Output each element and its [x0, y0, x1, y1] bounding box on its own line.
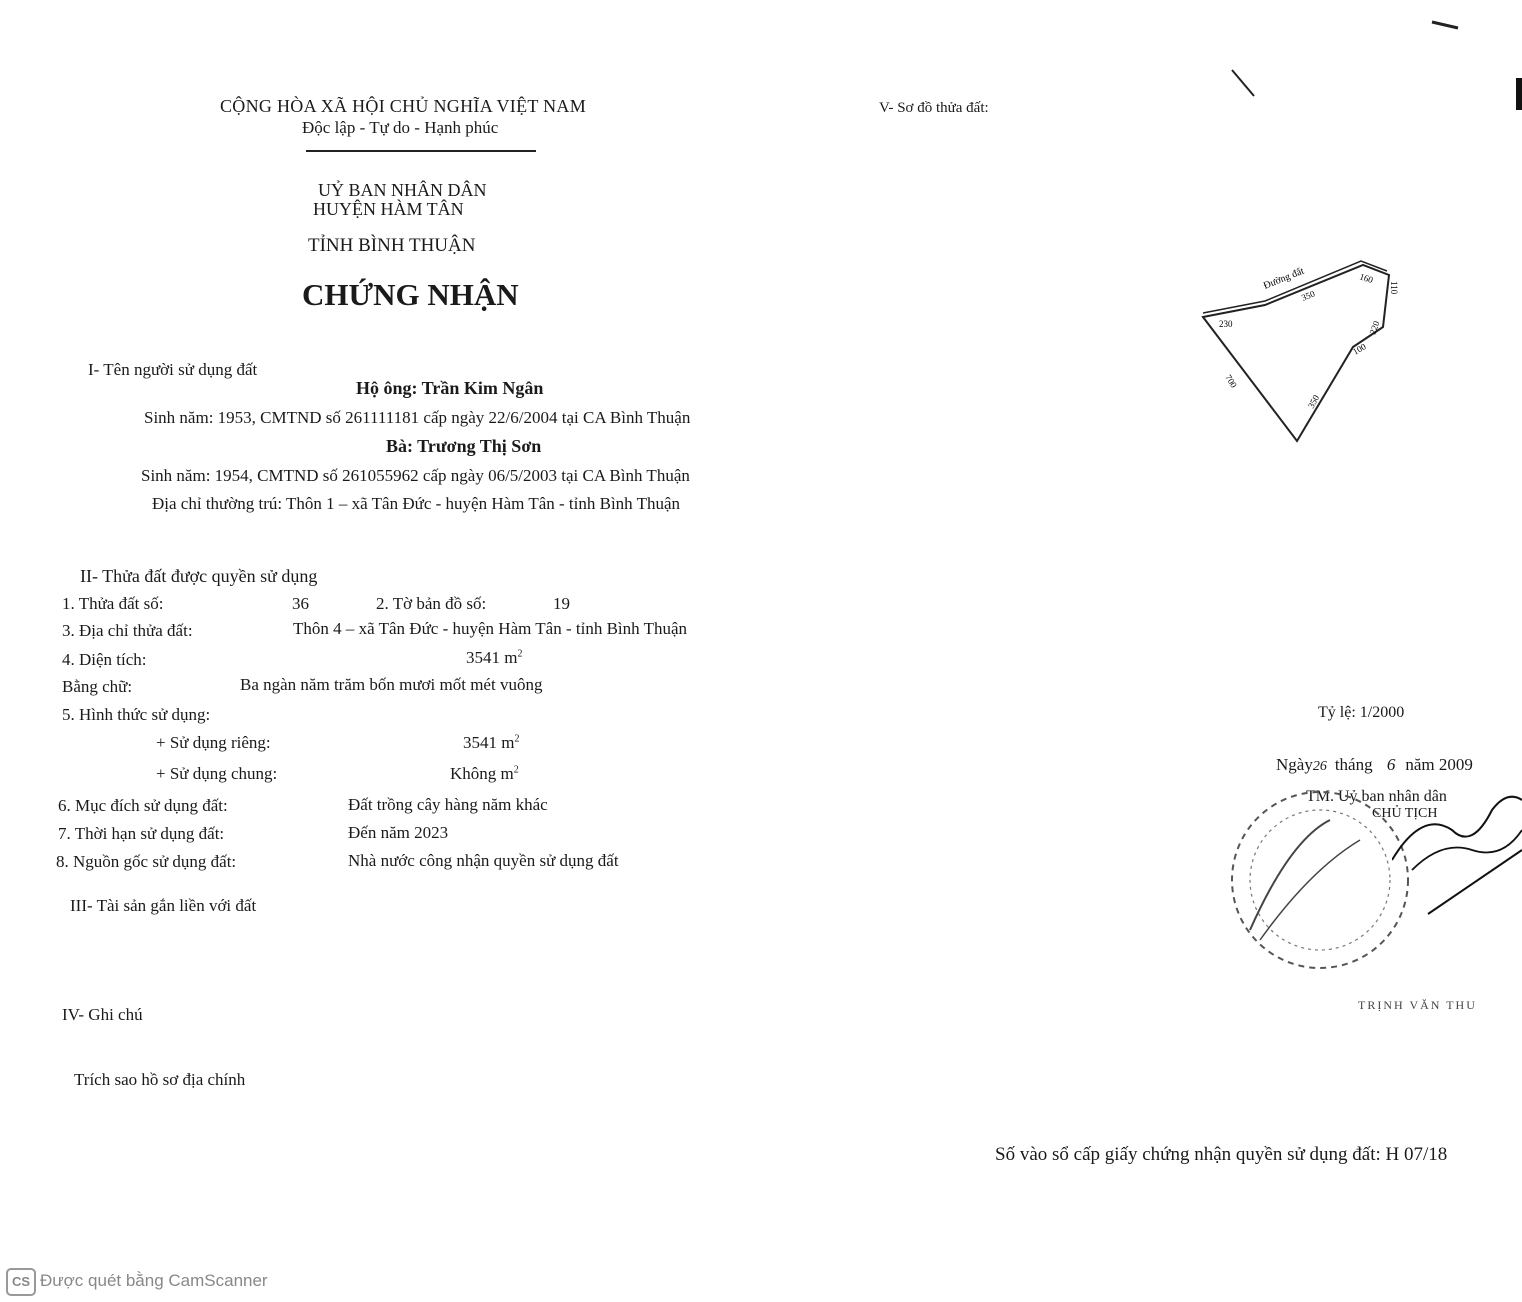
origin-value: Nhà nước công nhận quyền sử dụng đất — [348, 851, 619, 870]
motto-underline — [306, 150, 536, 152]
date-day: 26 — [1312, 759, 1327, 774]
private-use-label: + Sử dụng riêng: — [156, 733, 271, 752]
area-unit-exponent: 2 — [517, 648, 523, 660]
country-name: CỘNG HÒA XÃ HỘI CHỦ NGHĨA VIỆT NAM — [220, 96, 587, 116]
map-sheet-value: 19 — [553, 594, 570, 613]
owner2-name: Bà: Trương Thị Sơn — [386, 436, 542, 456]
signer-title: CHỦ TỊCH — [1372, 806, 1438, 821]
date-prefix: Ngày — [1276, 755, 1313, 774]
parcel-number-label: 1. Thửa đất số: — [62, 594, 164, 613]
shared-unit-exponent: 2 — [513, 764, 519, 776]
signature — [1392, 780, 1522, 920]
purpose-label: 6. Mục đích sử dụng đất: — [58, 796, 228, 815]
private-use-number: 3541 m — [463, 733, 515, 752]
owner2-info: Sinh năm: 1954, CMTND số 261055962 cấp ngày 06/5/2003 tại CA Bình Thuận — [141, 466, 690, 485]
parcel-address-value: Thôn 4 – xã Tân Đức - huyện Hàm Tân - tỉnh Bình Thuận — [293, 619, 688, 638]
section2-heading: II- Thửa đất được quyền sử dụng — [80, 566, 318, 586]
shared-use-value — [450, 764, 519, 784]
authority-line1: UỶ BAN NHÂN DÂN — [318, 180, 487, 200]
owner1-name: Hộ ông: Trần Kim Ngân — [356, 378, 544, 398]
section3-heading: III- Tài sản gắn liền với đất — [70, 896, 257, 915]
section5-heading: V- Sơ đồ thửa đất: — [879, 100, 989, 116]
owner1-info: Sinh năm: 1953, CMTND số 261111181 cấp ngày 22/6/2004 tại CA Bình Thuận — [144, 408, 691, 427]
parcel-sketch — [1195, 255, 1415, 455]
purpose-value: Đất trồng cây hàng năm khác — [348, 795, 548, 814]
section4-heading: IV- Ghi chú — [62, 1005, 143, 1024]
shared-use-label: + Sử dụng chung: — [156, 764, 278, 783]
shared-use-number: Không m — [450, 764, 514, 783]
area-value — [466, 648, 522, 668]
private-use-value — [463, 733, 519, 753]
owner-address: Địa chỉ thường trú: Thôn 1 – xã Tân Đức - huyện Hàm Tân - tỉnh Bình Thuận — [152, 494, 681, 513]
private-unit-exponent: 2 — [514, 733, 520, 745]
area-words-value: Ba ngàn năm trăm bốn mươi mốt mét vuông — [240, 675, 543, 694]
edge-label-5: 220 — [1367, 319, 1382, 336]
map-sheet-label: 2. Tờ bản đồ số: — [376, 594, 487, 613]
area-number: 3541 m — [466, 648, 518, 667]
road-label: Đường đất — [1262, 265, 1306, 292]
parcel-number-value: 36 — [292, 594, 309, 613]
scan-marks — [1222, 0, 1522, 110]
term-value: Đến năm 2023 — [348, 823, 449, 842]
edge-label-7: 350 — [1305, 393, 1322, 410]
section1-heading: I- Tên người sử dụng đất — [88, 360, 258, 379]
area-label: 4. Diện tích: — [62, 650, 147, 669]
registry-number: Số vào sổ cấp giấy chứng nhận quyền sử dụng đất: H 07/18 — [995, 1144, 1448, 1165]
parcel-address-label: 3. Địa chỉ thửa đất: — [62, 621, 193, 640]
signer-org: TM. Uỷ ban nhân dân — [1306, 788, 1447, 805]
authority-line2: HUYỆN HÀM TÂN — [313, 199, 464, 219]
issue-date — [1276, 755, 1473, 775]
map-scale: Tỷ lệ: 1/2000 — [1318, 704, 1405, 721]
date-year: năm 2009 — [1405, 755, 1473, 774]
edge-label-6: 100 — [1351, 341, 1368, 357]
edge-label-8: 700 — [1223, 372, 1239, 390]
official-stamp — [1220, 780, 1420, 980]
term-label: 7. Thời hạn sử dụng đất: — [58, 824, 225, 843]
document-title: CHỨNG NHẬN — [302, 277, 519, 312]
date-month-word: tháng — [1334, 755, 1373, 774]
section4-note: Trích sao hồ sơ địa chính — [74, 1070, 246, 1089]
usage-form-label: 5. Hình thức sử dụng: — [62, 705, 211, 724]
edge-label-4: 110 — [1389, 281, 1399, 295]
area-words-label: Bằng chữ: — [62, 677, 133, 696]
province-name: TỈNH BÌNH THUẬN — [308, 235, 476, 256]
edge-label-3: 160 — [1358, 271, 1375, 286]
camscanner-watermark: Được quét bằng CamScanner — [40, 1271, 268, 1290]
signer-name: TRỊNH VĂN THU — [1358, 998, 1477, 1012]
edge-label-2: 350 — [1300, 288, 1317, 303]
national-motto: Độc lập - Tự do - Hạnh phúc — [302, 118, 499, 137]
camscanner-badge: CS — [6, 1268, 36, 1296]
origin-label: 8. Nguồn gốc sử dụng đất: — [56, 852, 237, 871]
edge-label-1: 230 — [1219, 319, 1233, 329]
date-month: 6 — [1386, 755, 1396, 774]
